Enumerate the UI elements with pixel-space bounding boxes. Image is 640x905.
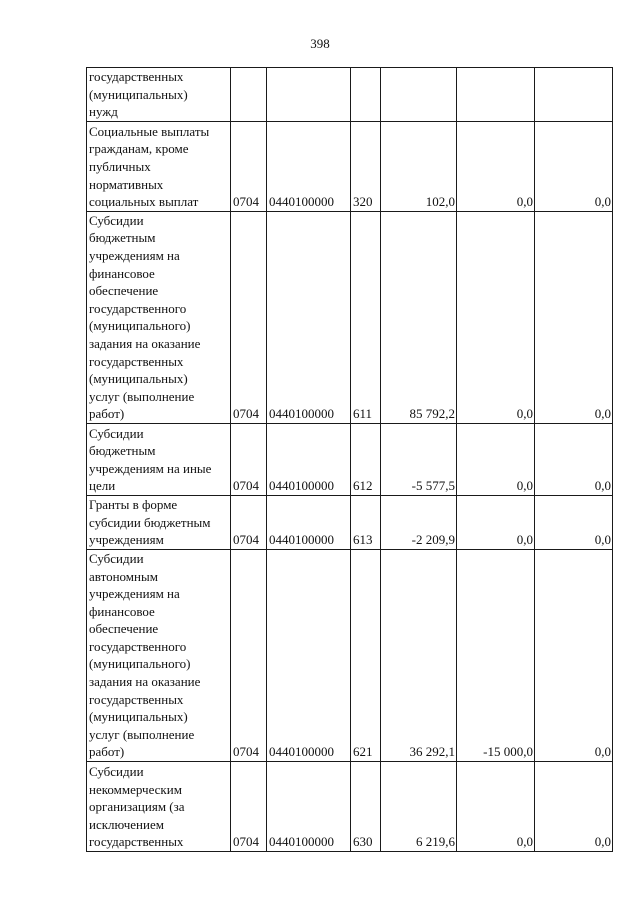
expense-kind-cell: 630 [351, 762, 381, 852]
expense-name-cell: Субсидии некоммерческим организациям (за исключением государственных [87, 762, 231, 852]
target-article-cell: 0440100000 [267, 121, 351, 211]
amount-year1-cell: -2 209,9 [381, 495, 457, 549]
amount-year1-cell [381, 68, 457, 122]
amount-year3-cell: 0,0 [535, 211, 613, 423]
table-row [87, 211, 613, 423]
budget-table [86, 67, 613, 852]
amount-year1-cell: -5 577,5 [381, 423, 457, 495]
expense-kind-cell: 621 [351, 549, 381, 761]
expense-kind-cell: 613 [351, 495, 381, 549]
target-article-cell: 0440100000 [267, 495, 351, 549]
amount-year1-cell: 85 792,2 [381, 211, 457, 423]
amount-year3-cell: 0,0 [535, 549, 613, 761]
amount-year2-cell: 0,0 [457, 423, 535, 495]
expense-name-cell: Субсидии бюджетным учреждениям на иные цели [87, 423, 231, 495]
amount-year2-cell: 0,0 [457, 495, 535, 549]
amount-year2-cell: 0,0 [457, 121, 535, 211]
table-row [87, 495, 613, 549]
amount-year1-cell: 36 292,1 [381, 549, 457, 761]
target-article-cell: 0440100000 [267, 762, 351, 852]
section-code-cell: 0704 [231, 121, 267, 211]
expense-name-cell: Гранты в форме субсидии бюджетным учреждениям [87, 495, 231, 549]
expense-name-cell: Субсидии автономным учреждениям на финансовое обеспечение государственного (муниципального) задания на оказание государственных (муниципальных) услуг (выполнение работ) [87, 549, 231, 761]
page-number: 398 [310, 36, 330, 51]
expense-name-cell: Социальные выплаты гражданам, кроме публичных нормативных социальных выплат [87, 121, 231, 211]
amount-year2-cell: -15 000,0 [457, 549, 535, 761]
expense-kind-cell: 612 [351, 423, 381, 495]
section-code-cell: 0704 [231, 423, 267, 495]
target-article-cell: 0440100000 [267, 549, 351, 761]
table-row [87, 121, 613, 211]
target-article-cell: 0440100000 [267, 423, 351, 495]
table-row [87, 423, 613, 495]
expense-name-cell: государственных (муниципальных) нужд [87, 68, 231, 122]
expense-kind-cell: 611 [351, 211, 381, 423]
amount-year3-cell [535, 68, 613, 122]
table-row [87, 762, 613, 852]
expense-kind-cell [351, 68, 381, 122]
section-code-cell: 0704 [231, 762, 267, 852]
amount-year2-cell: 0,0 [457, 762, 535, 852]
amount-year2-cell: 0,0 [457, 211, 535, 423]
section-code-cell: 0704 [231, 211, 267, 423]
amount-year3-cell: 0,0 [535, 423, 613, 495]
section-code-cell: 0704 [231, 495, 267, 549]
amount-year3-cell: 0,0 [535, 762, 613, 852]
section-code-cell [231, 68, 267, 122]
amount-year1-cell: 102,0 [381, 121, 457, 211]
expense-name-cell: Субсидии бюджетным учреждениям на финансовое обеспечение государственного (муниципального) задания на оказание государственных (муниципальных) услуг (выполнение работ) [87, 211, 231, 423]
target-article-cell: 0440100000 [267, 211, 351, 423]
amount-year1-cell: 6 219,6 [381, 762, 457, 852]
table-row [87, 549, 613, 761]
target-article-cell [267, 68, 351, 122]
amount-year2-cell [457, 68, 535, 122]
table-row [87, 68, 613, 122]
section-code-cell: 0704 [231, 549, 267, 761]
amount-year3-cell: 0,0 [535, 121, 613, 211]
amount-year3-cell: 0,0 [535, 495, 613, 549]
expense-kind-cell: 320 [351, 121, 381, 211]
